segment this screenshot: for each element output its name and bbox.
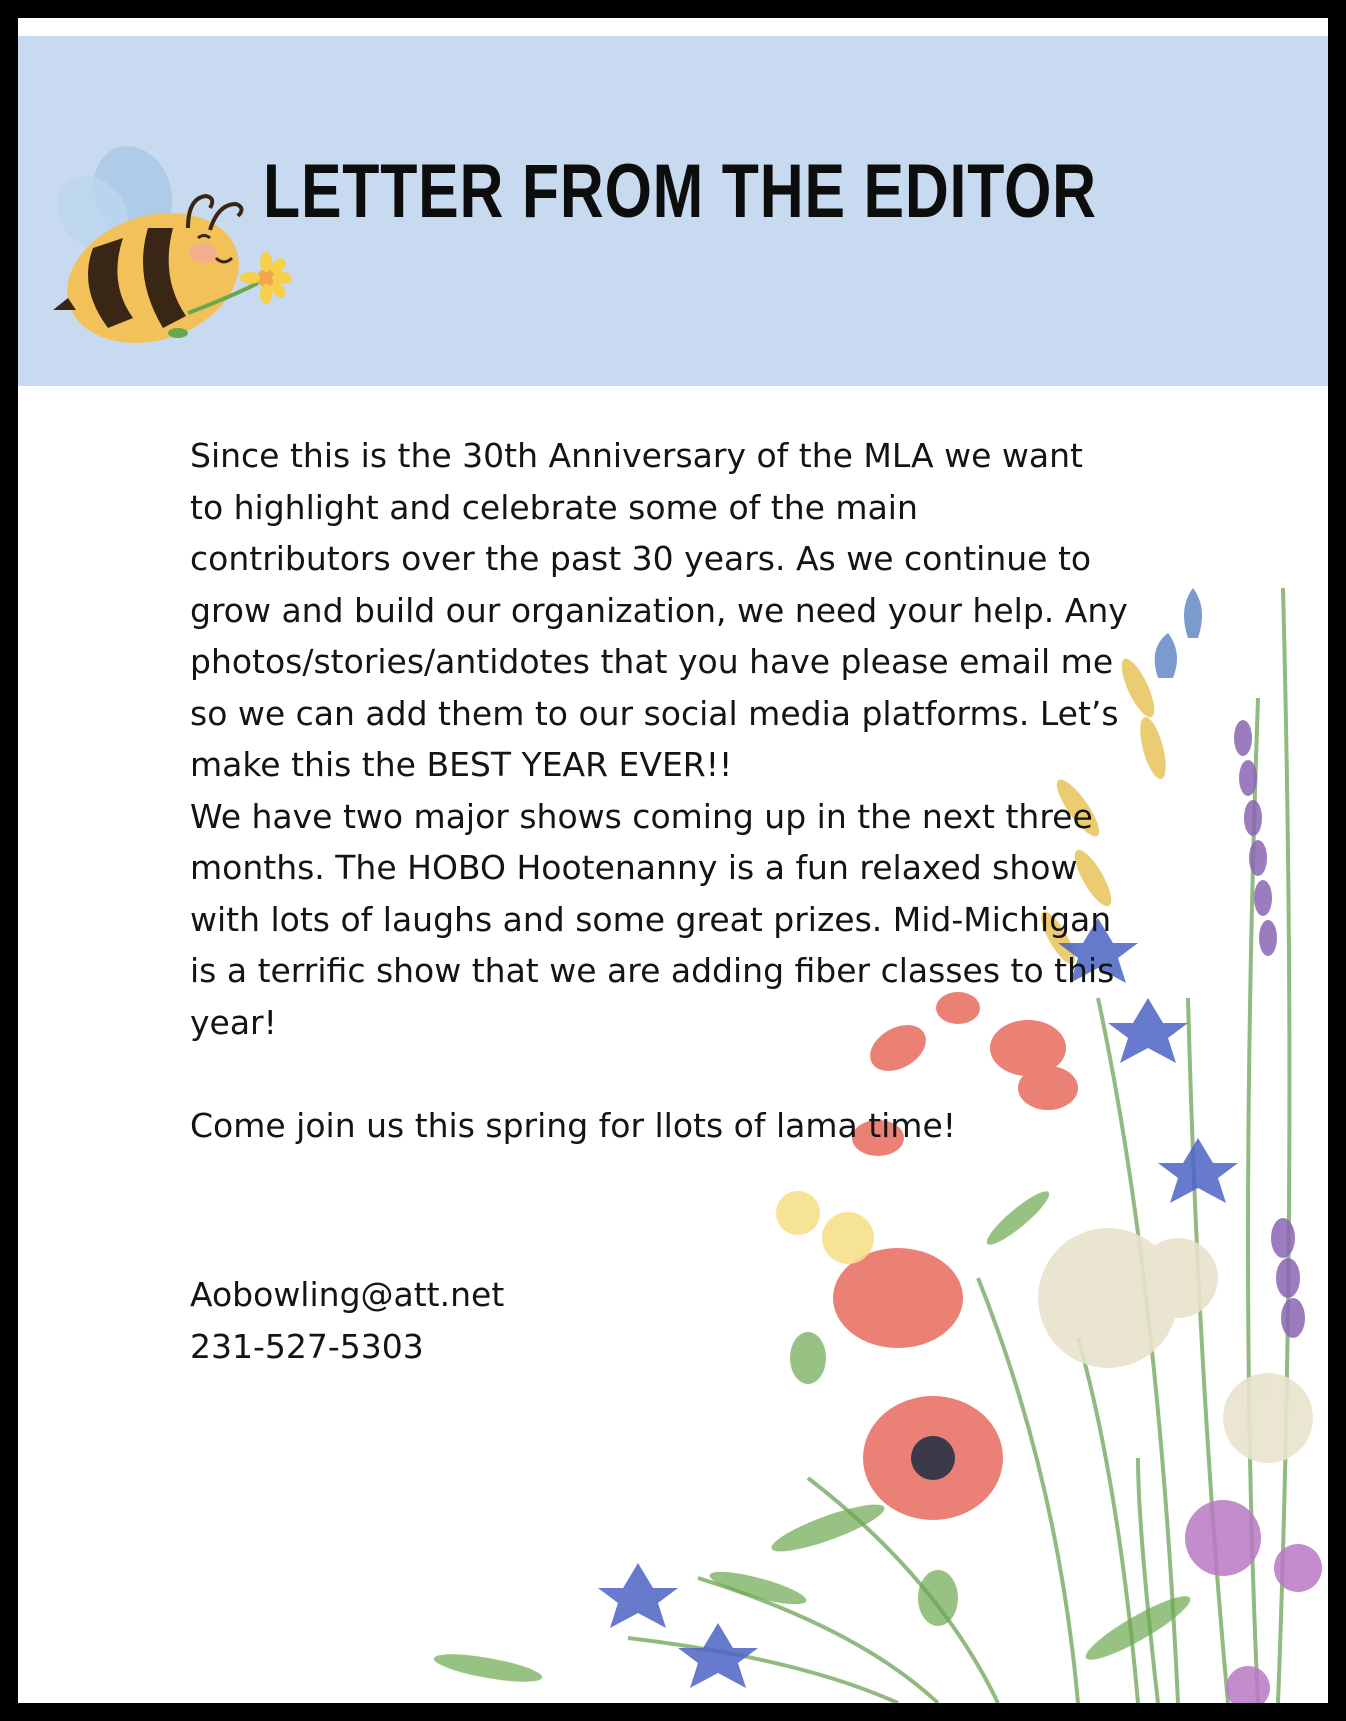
letter-body [190, 430, 1150, 1151]
letter-line: with lots of laughs and some great prizes. Mid-Michigan [190, 899, 1112, 939]
letter-line: months. The HOBO Hootenanny is a fun relaxed show [190, 848, 1078, 887]
letter-line: Since this is the 30th Anniversary of the MLA we want [190, 436, 1083, 475]
letter-line: to highlight and celebrate some of the main [190, 487, 918, 527]
letter-line [190, 1048, 1150, 1100]
newsletter-page [18, 18, 1328, 1703]
contact-email[interactable]: Aobowling@att.net [190, 1275, 505, 1314]
page-title: LETTER FROM THE EDITOR [263, 149, 1097, 234]
letter-line: so we can add them to our social media platforms. Let’s [190, 693, 1119, 733]
letter-line: year! [190, 1002, 277, 1042]
letter-line: contributors over the past 30 years. As we continue to [190, 539, 1092, 578]
letter-line: grow and build our organization, we need your help. Any [190, 590, 1128, 630]
letter-line: Come join us this spring for llots of lama time! [190, 1105, 956, 1145]
letter-line: We have two major shows coming up in the next three [190, 796, 1093, 836]
letter-line: make this the BEST YEAR EVER!! [190, 745, 733, 784]
contact-phone: 231-527-5303 [190, 1326, 424, 1366]
letter-line: is a terrific show that we are adding fiber classes to this [190, 951, 1115, 990]
contact-info [190, 1269, 504, 1372]
letter-line: photos/stories/antidotes that you have please email me [190, 642, 1114, 681]
